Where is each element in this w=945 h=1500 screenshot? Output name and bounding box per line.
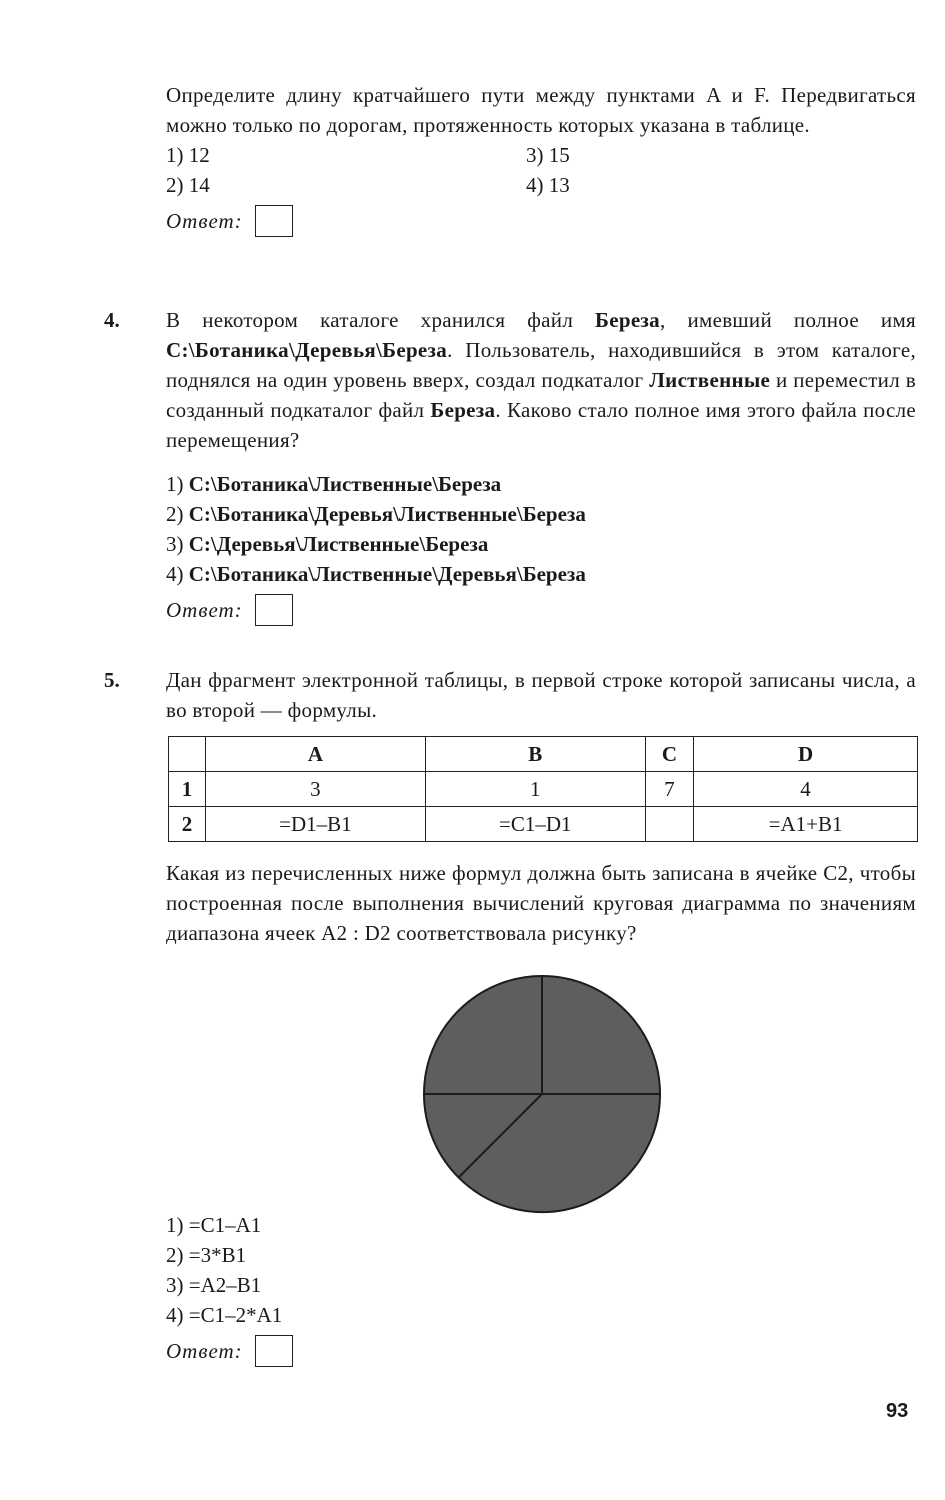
table-row [169,807,918,842]
question-3-option-2[interactable]: 2) 14 [166,173,210,197]
text-run: . Пользователь, находившийся в этом каталоге, поднялся на один уровень вверх, создал подкаталог [166,338,916,392]
cell-c2 [645,807,693,842]
question-5-answer-box[interactable] [255,1335,293,1367]
question-3-option-3[interactable]: 3) 15 [526,143,570,167]
question-5-option-4[interactable]: 4) =C1–2*A1 [166,1303,283,1327]
option-path: C:\Деревья\Лиственные\Береза [188,532,489,556]
question-5-options-block [166,1210,916,1368]
question-4 [166,305,916,627]
cell-d2: =A1+B1 [694,807,918,842]
answer-label: Ответ: [166,209,243,233]
option-number: 1) [166,472,184,496]
question-4-text [166,305,916,455]
cell-a2: =D1–B1 [206,807,426,842]
corner-cell [169,737,206,772]
text-run: и переместил в созданный подкаталог файл [166,368,916,422]
question-5-options [166,1210,916,1330]
question-5-option-3[interactable]: 3) =A2–B1 [166,1273,262,1297]
bold-run: Береза [430,398,496,422]
question-3-answer [166,204,916,238]
option-path: C:\Ботаника\Деревья\Лиственные\Береза [188,502,586,526]
option-path: C:\Ботаника\Лиственные\Деревья\Береза [188,562,586,586]
question-4-answer [166,593,916,627]
question-4-option-4[interactable] [166,559,916,589]
cell-b1: 1 [425,772,645,807]
table-header-row [169,737,918,772]
option-number: 2) [166,502,184,526]
question-3-answer-box[interactable] [255,205,293,237]
bold-run: Береза [595,308,660,332]
pie-slice-a2 [542,976,660,1094]
column-header-a: A [206,737,426,772]
cell-c1: 7 [645,772,693,807]
bold-run: C:\Ботаника\Деревья\Береза [166,338,448,362]
row-header-2: 2 [169,807,206,842]
question-3-text: Определите длину кратчайшего пути между пунктами A и F. Передвигаться можно только по дорогам, протяженность которых указана в таблице. [166,83,916,137]
option-path: C:\Ботаника\Лиственные\Береза [188,472,502,496]
answer-label: Ответ: [166,598,243,622]
text-run: В некотором каталоге хранился файл [166,308,596,332]
question-4-options [166,469,916,589]
question-4-answer-box[interactable] [255,594,293,626]
text-run: , имевший полное имя [659,308,916,332]
page-number: 93 [886,1400,909,1422]
option-number: 4) [166,562,184,586]
question-5-intro [166,665,916,725]
column-header-c: C [645,737,693,772]
question-5-number: 5. [104,668,120,692]
option-number: 3) [166,532,184,556]
question-5-option-2[interactable]: 2) =3*B1 [166,1243,247,1267]
text-run: . Каково стало полное имя этого файла после перемещения? [166,398,916,452]
answer-label: Ответ: [166,1339,243,1363]
column-header-d: D [694,737,918,772]
question-5-text: Дан фрагмент электронной таблицы, в первой строке которой записаны числа, а во второй — формулы. [166,668,916,722]
question-4-option-2[interactable] [166,499,916,529]
pie-slice-d2 [424,976,542,1094]
question-5-option-1[interactable]: 1) =C1–A1 [166,1213,262,1237]
cell-a1: 3 [206,772,426,807]
column-header-b: B [425,737,645,772]
question-4-option-3[interactable] [166,529,916,559]
table-row [169,772,918,807]
bold-run: Лиственные [649,368,771,392]
question-5-answer [166,1334,916,1368]
cell-b2: =C1–D1 [425,807,645,842]
question-5-question-text: Какая из перечисленных ниже формул должна быть записана в ячейке C2, чтобы построенная после выполнения вычислений круговая диаграмма по значениям диапазона ячеек A2 : D2 соответствовала рисунку? [166,861,916,945]
cell-d1: 4 [694,772,918,807]
question-4-option-1[interactable] [166,469,916,499]
question-3-option-4[interactable]: 4) 13 [526,173,570,197]
row-header-1: 1 [169,772,206,807]
question-3-option-1[interactable]: 1) 12 [166,143,210,167]
question-3-options [166,140,916,200]
pie-chart [420,972,664,1216]
question-5-question [166,858,916,948]
pie-slices [424,976,660,1212]
question-3 [166,80,916,238]
question-4-number: 4. [104,308,120,332]
spreadsheet-fragment [168,736,918,842]
